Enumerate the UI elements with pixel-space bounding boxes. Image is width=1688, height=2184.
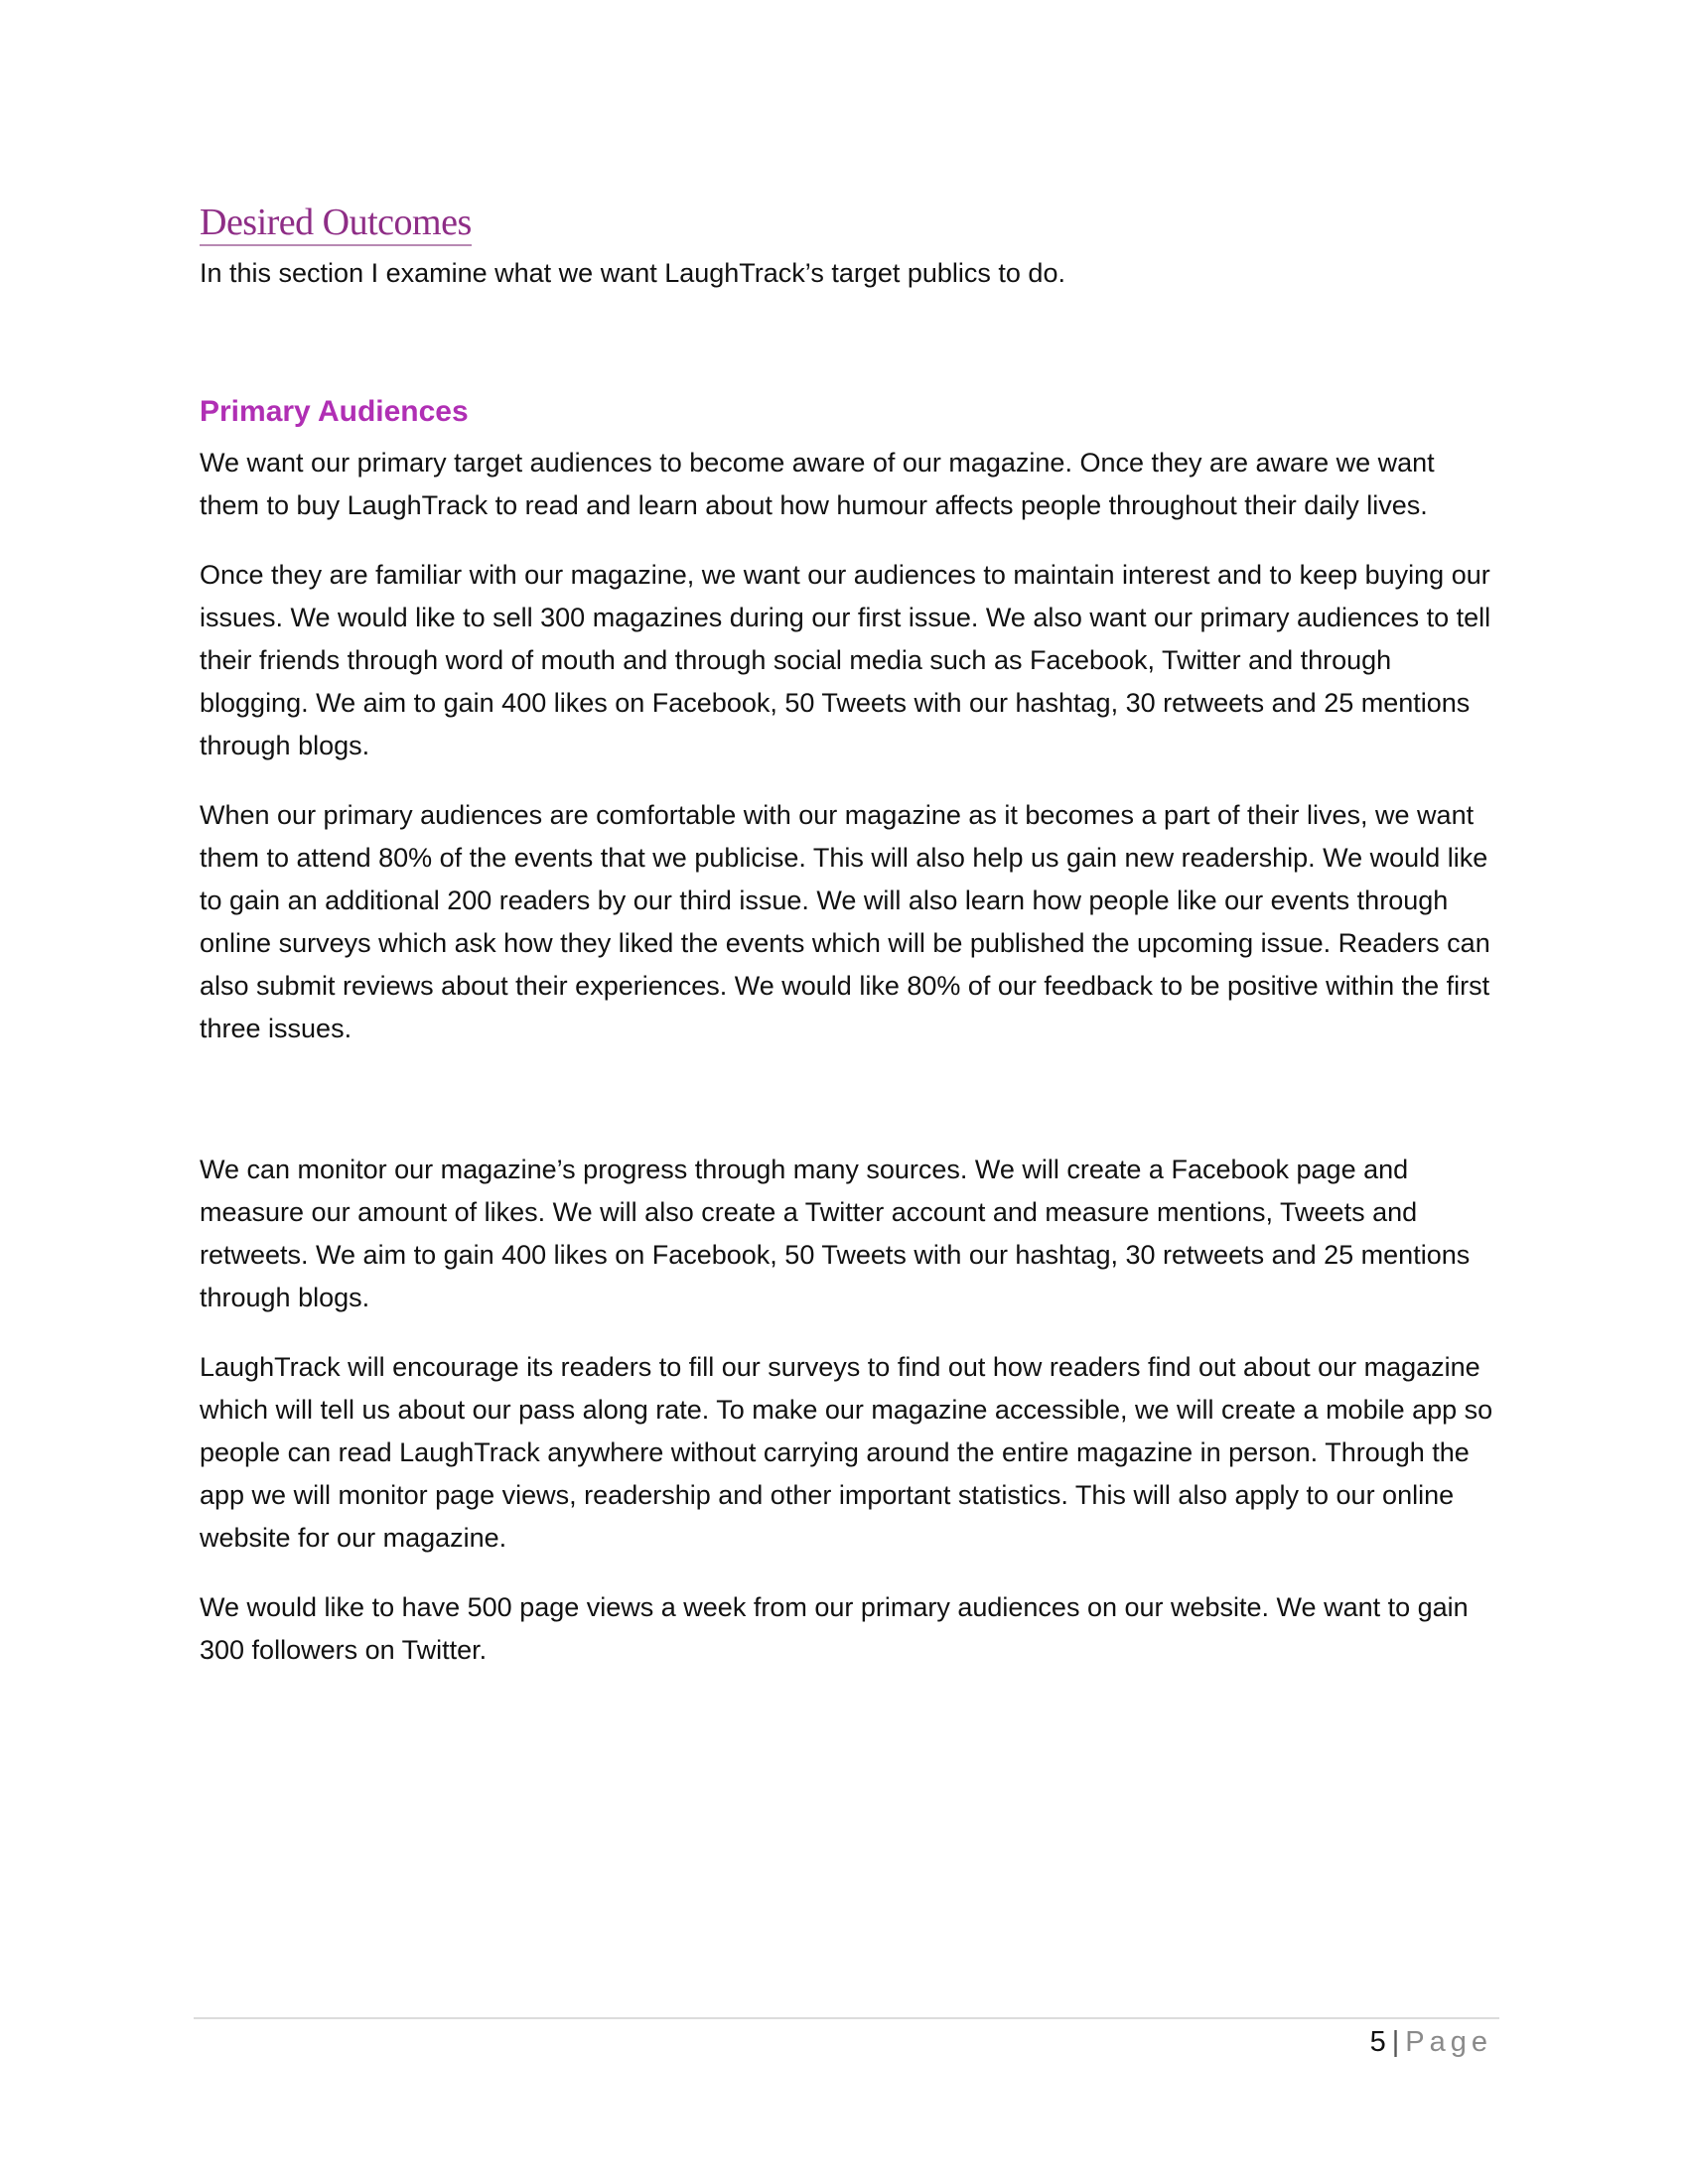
body-paragraph: When our primary audiences are comfortable with our magazine as it becomes a part of their lives, we want them to attend 80% of the events that we publicise. This will also help us gain new readership. We would like to gain an additional 200 readers by our third issue. We will also learn how people like our events through online surveys which ask how they liked the events which will be published the upcoming issue. Readers can also submit reviews about their experiences. We would like 80% of our feedback to be positive within the first three issues. bbox=[200, 800, 1490, 1043]
section-heading: Desired Outcomes bbox=[200, 201, 472, 246]
page-footer bbox=[1370, 2022, 1492, 2062]
intro-paragraph: In this section I examine what we want LaughTrack’s target publics to do. bbox=[200, 258, 1065, 288]
page-content bbox=[200, 201, 1500, 1672]
footer-divider bbox=[194, 2017, 1499, 2019]
subsection-heading: Primary Audiences bbox=[200, 395, 469, 428]
body-paragraph: We want our primary target audiences to become aware of our magazine. Once they are aware we want them to buy LaughTrack to read and learn about how humour affects people throughout their daily lives. bbox=[200, 448, 1435, 520]
page-label: Page bbox=[1405, 2026, 1492, 2058]
body-paragraph: Once they are familiar with our magazine, we want our audiences to maintain interest and to keep buying our issues. We would like to sell 300 magazines during our first issue. We also want our primary audiences to tell their friends through word of mouth and through social media such as Facebook, Twitter and through blogging. We aim to gain 400 likes on Facebook, 50 Tweets with our hashtag, 30 retweets and 25 mentions through blogs. bbox=[200, 560, 1491, 760]
body-paragraph: LaughTrack will encourage its readers to fill our surveys to find out how readers find out about our magazine which will tell us about our pass along rate. To make our magazine accessible, we will create a mobile app so people can read LaughTrack anywhere without carrying around the entire magazine in person. Through the app we will monitor page views, readership and other important statistics. This will also apply to our online website for our magazine. bbox=[200, 1352, 1493, 1553]
footer-separator: | bbox=[1391, 2026, 1400, 2058]
page-number: 5 bbox=[1369, 2026, 1386, 2058]
body-paragraph: We would like to have 500 page views a week from our primary audiences on our website. We want to gain 300 followers on Twitter. bbox=[200, 1592, 1469, 1665]
body-paragraph: We can monitor our magazine’s progress through many sources. We will create a Facebook page and measure our amount of likes. We will also create a Twitter account and measure mentions, Tweets and retweets. We aim to gain 400 likes on Facebook, 50 Tweets with our hashtag, 30 retweets and 25 mentions through blogs. bbox=[200, 1155, 1471, 1312]
